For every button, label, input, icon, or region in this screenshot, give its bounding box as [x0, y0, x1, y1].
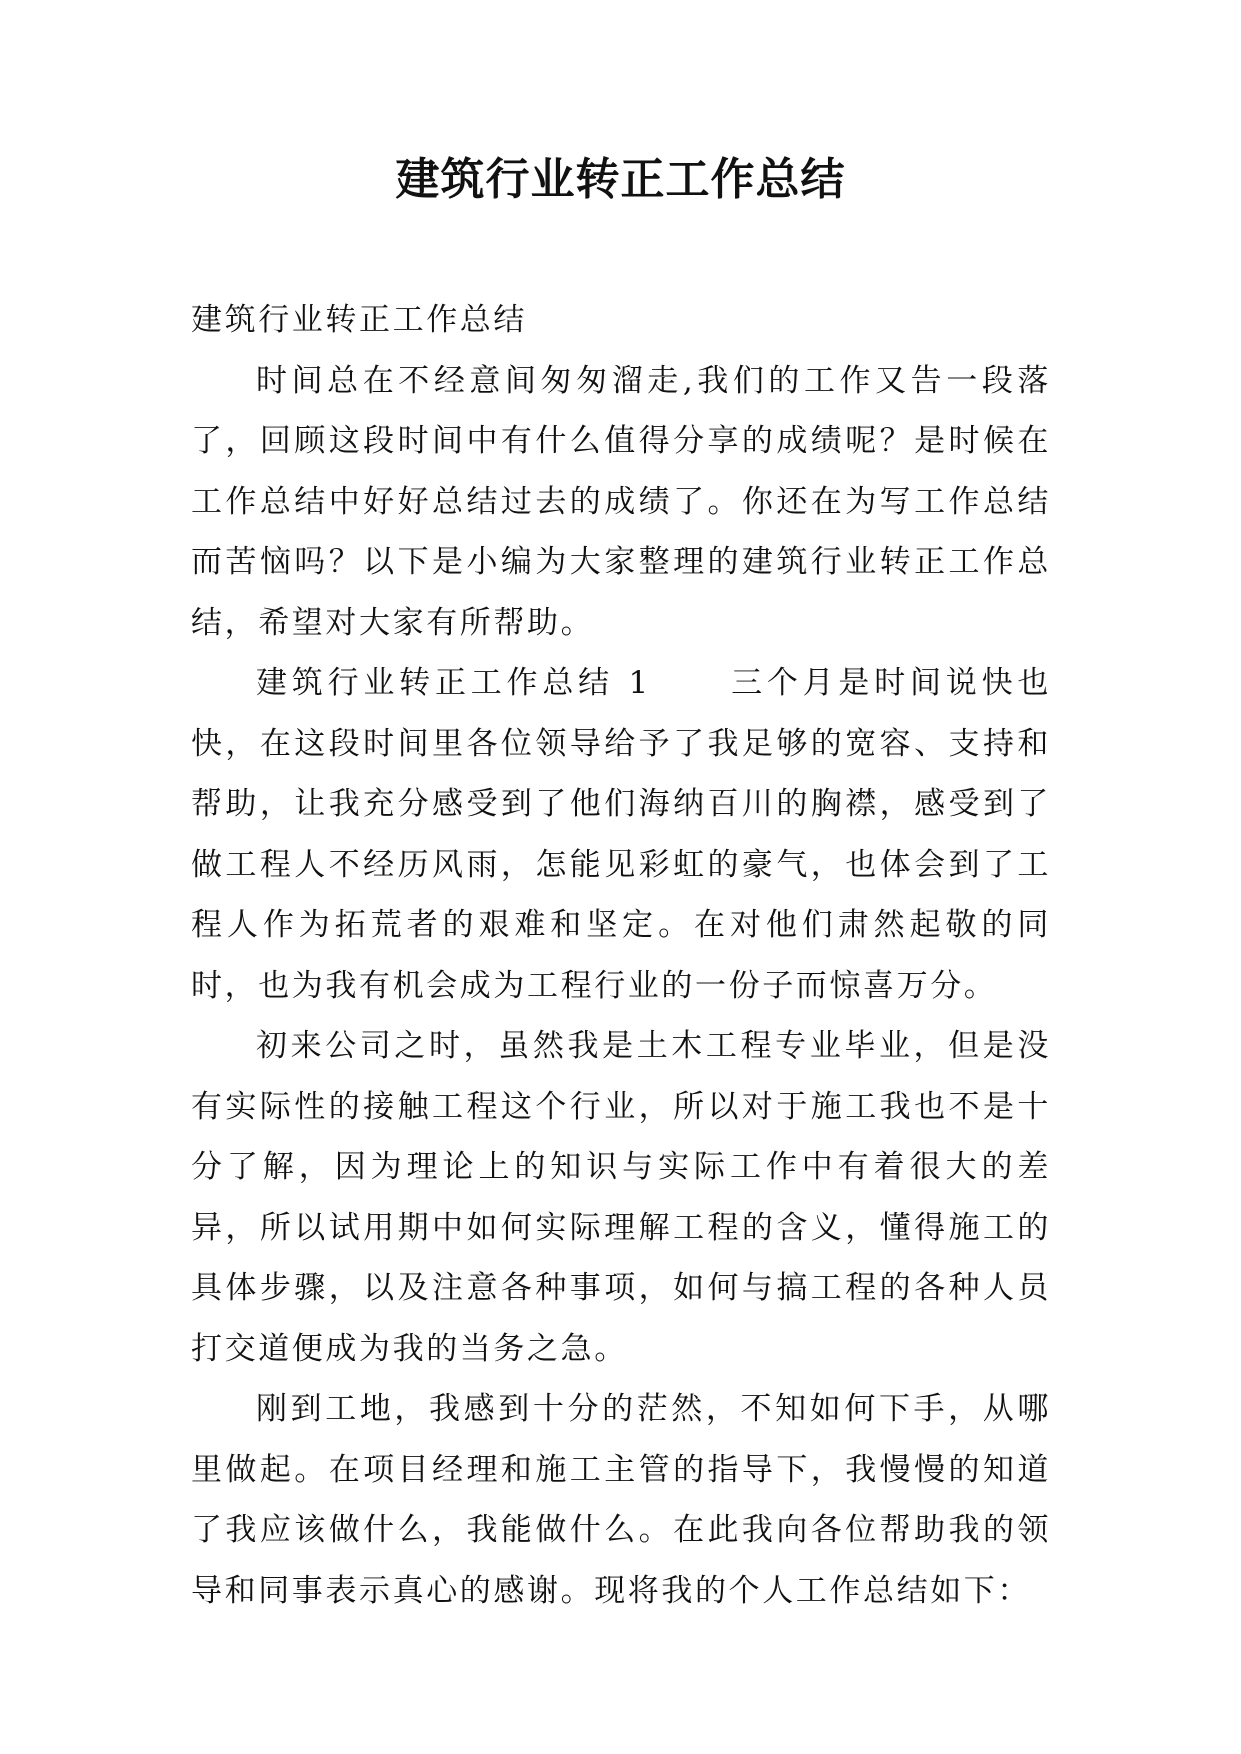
section-1-paragraph: 在这段时间里各位领导给予了我足够的宽容、支持和帮助，让我充分感受到了他们海纳百川的胸襟，感受到了做工程人不经历风雨，怎能见彩虹的豪气，也体会到了工程人作为拓荒者的艰难和坚定。在对他们肃然起敬的同时，也为我有机会成为工程行业的一份子而惊喜万分。 [191, 725, 1051, 1004]
document-body [191, 290, 1051, 1621]
document-subtitle: 建筑行业转正工作总结 [191, 302, 527, 338]
body-paragraph-3: 刚到工地，我感到十分的茫然，不知如何下手，从哪里做起。在项目经理和施工主管的指导下，我慢慢的知道了我应该做什么，我能做什么。在此我向各位帮助我的领导和同事表示真心的感谢。现将我的个人工作总结如下： [191, 1391, 1051, 1609]
body-paragraph-2: 初来公司之时，虽然我是土木工程专业毕业，但是没有实际性的接触工程这个行业，所以对于施工我也不是十分了解，因为理论上的知识与实际工作中有着很大的差异，所以试用期中如何实际理解工程的含义，懂得施工的具体步骤，以及注意各种事项，如何与搞工程的各种人员打交道便成为我的当务之急。 [191, 1028, 1051, 1367]
intro-paragraph: 时间总在不经意间匆匆溜走,我们的工作又告一段落了，回顾这段时间中有什么值得分享的成绩呢？是时候在工作总结中好好总结过去的成绩了。你还在为写工作总结而苦恼吗？以下是小编为大家整理的建筑行业转正工作总结，希望对大家有所帮助。 [191, 362, 1051, 641]
section-1-opening [191, 653, 1051, 1016]
section-1-lead: 三个月是时间说快也快， [191, 665, 1051, 762]
section-1-heading: 建筑行业转正工作总结 1 [256, 665, 651, 701]
document-title: 建筑行业转正工作总结 [395, 154, 846, 205]
